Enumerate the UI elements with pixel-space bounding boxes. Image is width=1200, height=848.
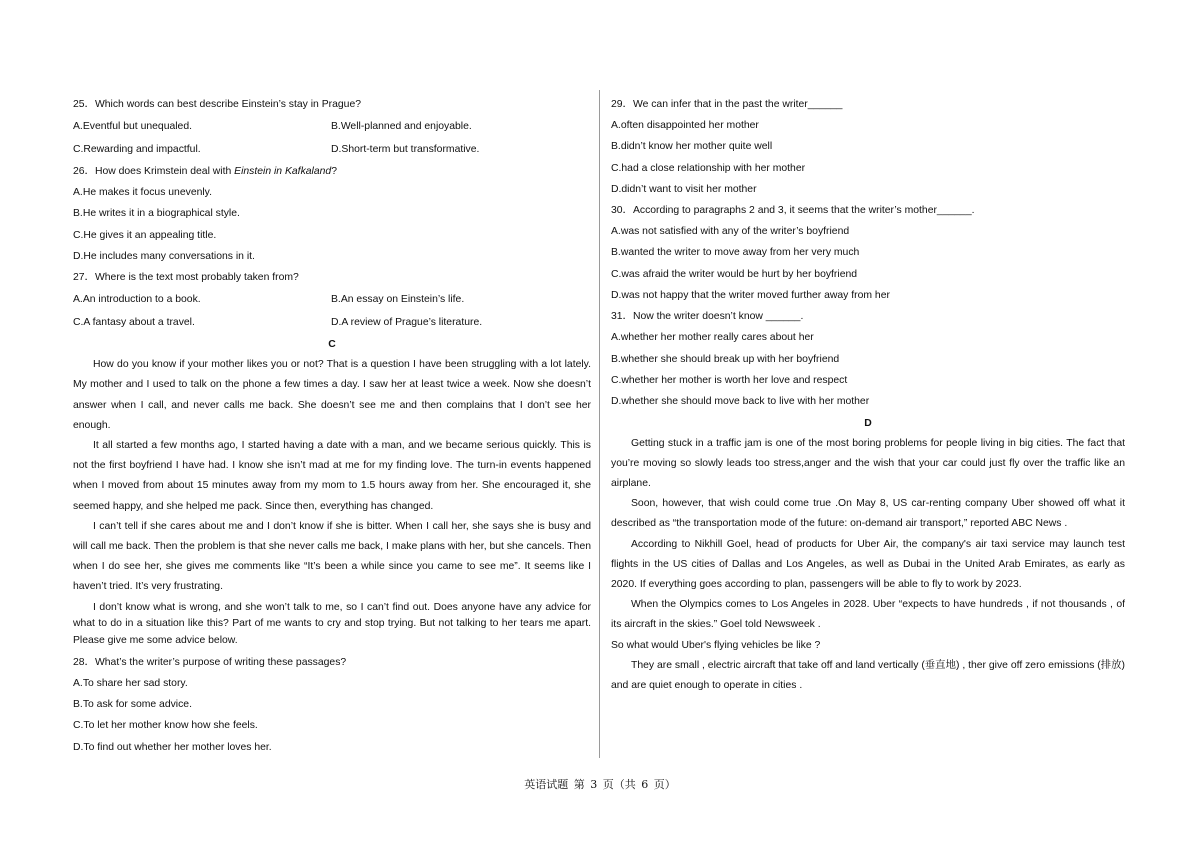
option-25a: A.Eventful but unequaled. [73, 121, 193, 132]
option-28b: B.To ask for some advice. [73, 699, 192, 711]
option-29c: C.had a close relationship with her mother [611, 162, 806, 174]
option-31c: C.whether her mother is worth her love and respect [611, 374, 848, 386]
option-26b: B.He writes it in a biographical style. [73, 208, 240, 220]
question-25: 25．Which words can best describe Einstein’s stay in Prague? [73, 99, 362, 110]
passage-c-paragraph-2: It all started a few months ago, I started having a date with a man, and we became serious quickly. This is not the first boyfriend I have had. I know she isn’t mad at me for my finding love. The turn-in events happened when I moved from about 15 minutes away from my mom to 1.5 hours away from her. She encouraged it, she seemed happy, and she helped me pack. Since then, everything has changed. [73, 440, 591, 512]
option-31b: B.whether she should break up with her boyfriend [611, 353, 840, 365]
passage-c-paragraph-1: How do you know if your mother likes you or not? That is a question I have been struggling with a lot lately. My mother and I used to talk on the phone a few times a day. I saw her at least twice a week. Now she doesn’t answer when I call, and never calls me back. She doesn’t see me and then complains that I don’t see her enough. [73, 359, 591, 431]
option-31a: A.whether her mother really cares about her [611, 332, 814, 344]
option-27b: B.An essay on Einstein’s life. [331, 294, 465, 306]
question-30: 30．According to paragraphs 2 and 3, it seems that the writer’s mother______. [611, 205, 975, 217]
passage-d-paragraph-5: So what would Uber's flying vehicles be like ? [611, 639, 821, 651]
option-28a: A.To share her sad story. [73, 677, 188, 689]
option-31d: D.whether she should move back to live with her mother [611, 396, 870, 408]
passage-d-paragraph-2: Soon, however, that wish could come true .On May 8, US car-renting company Uber showed off what it described as “the transportation mode of the future: on-demand air transport,” reported ABC News . [611, 498, 1125, 530]
option-30c: C.was afraid the writer would be hurt by her boyfriend [611, 268, 858, 280]
option-28d: D.To find out whether her mother loves her. [73, 741, 272, 753]
option-25c: C.Rewarding and impactful. [73, 144, 201, 155]
options-25-cd [73, 138, 591, 161]
options-27-ab [73, 288, 591, 311]
options-27-cd [73, 311, 591, 334]
page-footer: 英语试题 第 3 页（共 6 页） [524, 778, 676, 791]
question-26-text: 26．How does Krimstein deal with [73, 166, 235, 177]
passage-d-paragraph-6: They are small , electric aircraft that take off and land vertically (垂直地) , ther give off zero emissions (排放) and are quiet enough to operate in cities . [611, 659, 1125, 691]
column-divider [599, 90, 600, 758]
option-27a: A.An introduction to a book. [73, 294, 201, 306]
option-30a: A.was not satisfied with any of the writer’s boyfriend [611, 226, 850, 238]
passage-c-paragraph-4: I don’t know what is wrong, and she won’t talk to me, so I can’t find out. Does anyone have any advice for what to do in a situation like this? Part of me wants to cry and stop trying. But not talking to her tears me apart. Please give me some advice below. [73, 601, 591, 647]
section-d-heading: D [864, 417, 872, 429]
question-27: 27．Where is the text most probably taken from? [73, 272, 299, 284]
option-29a: A.often disappointed her mother [611, 120, 759, 131]
passage-d-paragraph-3: According to Nikhill Goel, head of products for Uber Air, the company's air taxi service may launch test flights in the US cities of Dallas and Los Angeles, as well as Dubai in the United Arab Emirates, as early as 2020. If everything goes according to plan, passengers will be able to fly to work by 2023. [611, 538, 1125, 590]
question-29: 29．We can infer that in the past the writer______ [611, 99, 843, 110]
option-26a: A.He makes it focus unevenly. [73, 187, 212, 198]
section-c-heading: C [328, 339, 336, 351]
left-column [73, 94, 591, 758]
book-title: Einstein in Kafkaland [234, 166, 332, 177]
option-29b: B.didn’t know her mother quite well [611, 141, 773, 153]
passage-c-paragraph-3: I can’t tell if she cares about me and I don’t know if she is bitter. When I call her, she says she is busy and will call me back. Then the problem is that she never calls me back, I make plans with her, but she cancels. Then when I do see her, she gives me comments like “It’s been a while since you came to see me”. It seems like I haven’t tried. It’s very frustrating. [73, 520, 591, 593]
option-25d: D.Short-term but transformative. [331, 144, 480, 155]
question-31: 31．Now the writer doesn’t know ______. [611, 311, 804, 323]
option-26c: C.He gives it an appealing title. [73, 229, 217, 241]
question-26 [73, 161, 591, 182]
question-26-mark: ? [331, 166, 337, 177]
passage-d-paragraph-4: When the Olympics comes to Los Angeles in 2028. Uber “expects to have hundreds , if not thousands , of its aircraft in the skies.” Goel told Newsweek . [611, 599, 1125, 631]
options-25-ab [73, 115, 591, 138]
option-27d: D.A review of Prague’s literature. [331, 317, 483, 329]
option-26d: D.He includes many conversations in it. [73, 250, 255, 262]
option-29d: D.didn’t want to visit her mother [611, 183, 757, 195]
option-30b: B.wanted the writer to move away from her very much [611, 247, 860, 259]
option-30d: D.was not happy that the writer moved further away from her [611, 290, 890, 302]
option-27c: C.A fantasy about a travel. [73, 317, 195, 329]
question-28: 28．What’s the writer’s purpose of writing these passages? [73, 656, 347, 668]
passage-d-paragraph-1: Getting stuck in a traffic jam is one of the most boring problems for people living in big cities. The fact that you’re moving so slowly leads too stress,anger and the wish that your car could just fly over the traffic like an airplane. [611, 437, 1125, 489]
option-28c: C.To let her mother know how she feels. [73, 720, 258, 732]
option-25b: B.Well-planned and enjoyable. [331, 121, 472, 132]
right-column [611, 94, 1125, 696]
